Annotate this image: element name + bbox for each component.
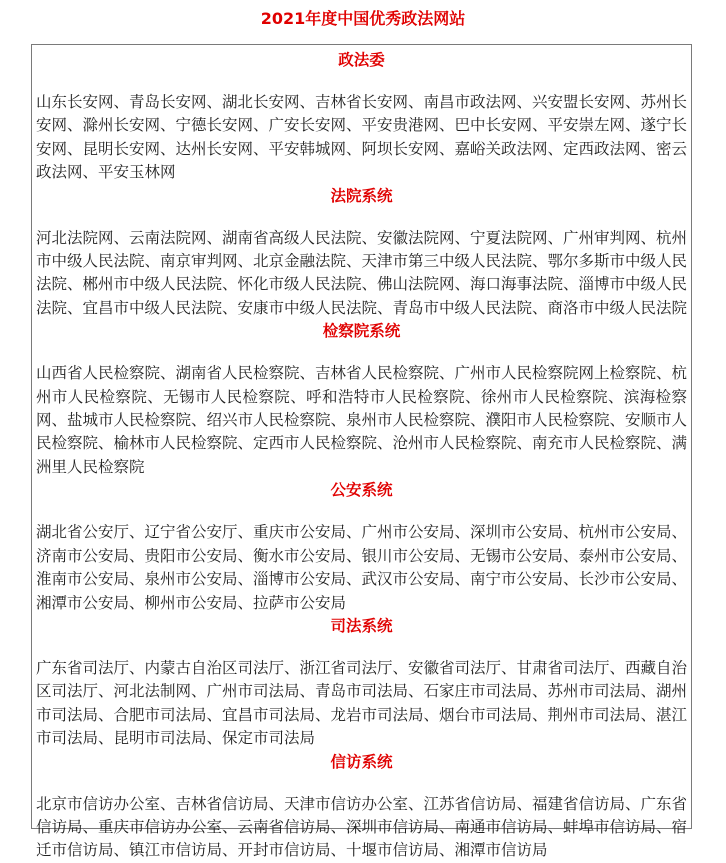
section-court-system bbox=[36, 185, 687, 321]
section-text: 河北法院网、云南法院网、湖南省高级人民法院、安徽法院网、宁夏法院网、广州审判网、杭州市中级人民法院、南京审判网、北京金融法院、天津市第三中级人民法院、鄂尔多斯市中级人民法院、郴州市中级人民法院、怀化市级人民法院、佛山法院网、海口海事法院、淄博市中级人民法院、宜昌市中级人民法院、安康市中级人民法院、青岛市中级人民法院、商洛市中级人民法院 bbox=[36, 228, 688, 317]
section-text: 山东长安网、青岛长安网、湖北长安网、吉林省长安网、南昌市政法网、兴安盟长安网、苏州长安网、滁州长安网、宁德长安网、广安长安网、平安贵港网、巴中长安网、平安崇左网、遂宁长安网、昆明长安网、达州长安网、平安韩城网、阿坝长安网、嘉峪关政法网、定西政法网、密云政法网、平安玉林网 bbox=[36, 93, 688, 182]
section-text: 北京市信访办公室、吉林省信访局、天津市信访办公室、江苏省信访局、福建省信访局、广东省信访局、重庆市信访办公室、云南省信访局、深圳市信访局、南通市信访局、蚌埠市信访局、宿迁市信访局、镇江市信访局、开封市信访局、十堰市信访局、湘潭市信访局 bbox=[36, 794, 688, 860]
section-judicial-administration-system bbox=[36, 615, 687, 751]
section-text: 广东省司法厅、内蒙古自治区司法厅、浙江省司法厅、安徽省司法厅、甘肃省司法厅、西藏自治区司法厅、河北法制网、广州市司法局、青岛市司法局、石家庄市司法局、苏州市司法局、湖州市司法局、合肥市司法局、宜昌市司法局、龙岩市司法局、烟台市司法局、荆州市司法局、湛江市司法局、昆明市司法局、保定市司法局 bbox=[36, 658, 688, 748]
section-text: 山西省人民检察院、湖南省人民检察院、吉林省人民检察院、广州市人民检察院网上检察院、杭州市人民检察院、无锡市人民检察院、呼和浩特市人民检察院、徐州市人民检察院、滨海检察网、盐城市人民检察院、绍兴市人民检察院、泉州市人民检察院、濮阳市人民检察院、安顺市人民检察院、榆林市人民检察院、定西市人民检察院、沧州市人民检察院、南充市人民检察院、满洲里人民检察院 bbox=[36, 364, 688, 476]
section-heading: 法院系统 bbox=[330, 186, 393, 205]
page-title: 2021年度中国优秀政法网站 bbox=[260, 9, 466, 28]
section-heading: 检察院系统 bbox=[322, 322, 401, 341]
section-political-legal-committee bbox=[36, 49, 687, 185]
section-heading: 公安系统 bbox=[330, 481, 393, 500]
section-heading: 信访系统 bbox=[330, 752, 393, 771]
section-procuratorate-system bbox=[36, 320, 687, 479]
section-heading: 政法委 bbox=[338, 51, 385, 69]
section-public-security-system bbox=[36, 479, 687, 615]
section-text: 湖北省公安厅、辽宁省公安厅、重庆市公安局、广州市公安局、深圳市公安局、杭州市公安局、济南市公安局、贵阳市公安局、衡水市公安局、银川市公安局、无锡市公安局、泰州市公安局、淮南市公安局、泉州市公安局、淄博市公安局、武汉市公安局、南宁市公安局、长沙市公安局、湘潭市公安局、柳州市公安局、拉萨市公安局 bbox=[36, 523, 688, 612]
content-box bbox=[31, 44, 692, 860]
section-heading: 司法系统 bbox=[330, 616, 393, 635]
section-petition-system bbox=[36, 751, 687, 863]
